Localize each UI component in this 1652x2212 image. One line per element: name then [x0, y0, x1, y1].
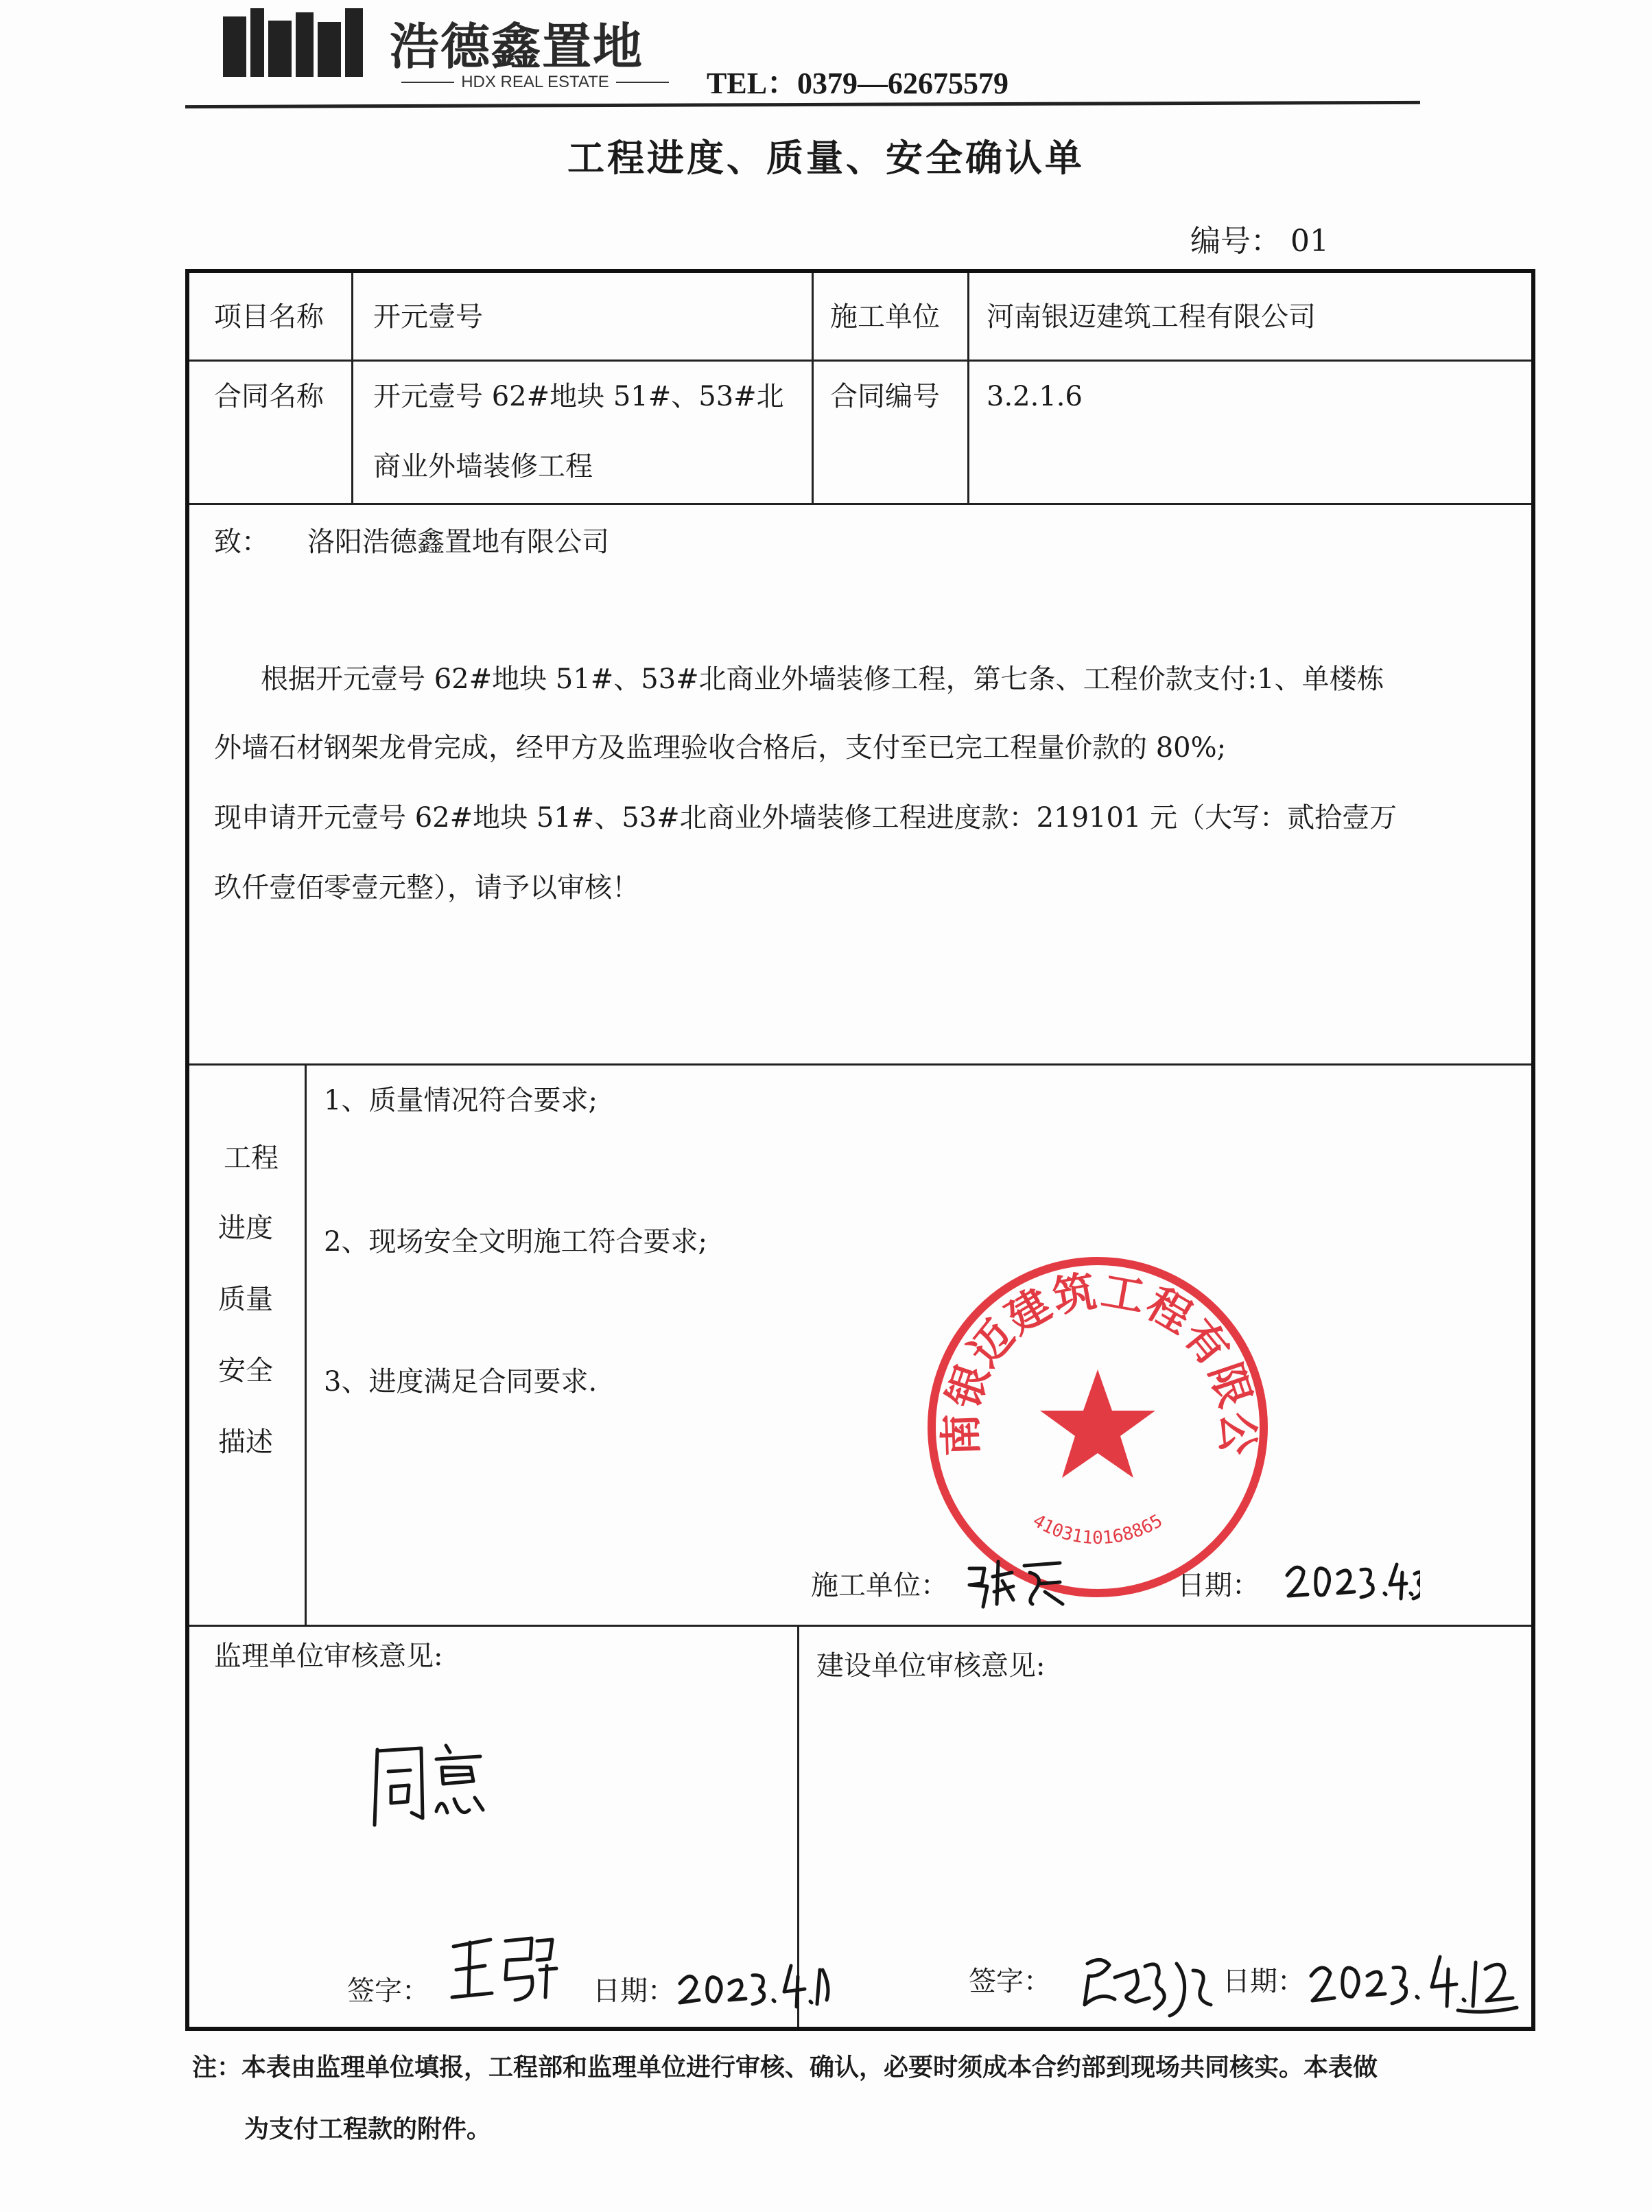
supervisor-date-label: 日期：	[593, 1975, 675, 2007]
company-logo-text: 浩德鑫置地	[390, 18, 644, 75]
supervisor-date-handwritten	[676, 1959, 834, 2014]
owner-opinion-label: 建设单位审核意见:	[816, 1650, 1046, 1682]
constructor-date-label: 日期：	[1177, 1570, 1260, 1601]
footnote-line1: 注：本表由监理单位填报，工程部和监理单位进行审核、确认，必要时须成本合约部到现场共同核实。本表做	[192, 2053, 1378, 2082]
constructor-value: 河南银迈建筑工程有限公司	[987, 301, 1316, 333]
supervisor-opinion-handwritten	[370, 1736, 494, 1832]
owner-sign-label: 签字：	[969, 1966, 1051, 1997]
telephone: TEL：0379—62675579	[707, 67, 1009, 100]
description-item: 3、进度满足合同要求.	[324, 1366, 598, 1398]
contract-name-line1: 开元壹号 62#地块 51#、53#北	[373, 381, 784, 412]
side-label: 工程	[224, 1142, 279, 1174]
description-item: 2、现场安全文明施工符合要求;	[324, 1226, 707, 1258]
document-title: 工程进度、质量、安全确认单	[567, 136, 1085, 180]
company-logo-en: HDX REAL ESTATE	[461, 73, 609, 91]
side-label: 进度	[218, 1212, 273, 1244]
row-divider	[189, 360, 1531, 362]
row-divider	[189, 1625, 1531, 1627]
addressee: 洛阳浩德鑫置地有限公司	[307, 526, 609, 558]
row-divider	[189, 1063, 1531, 1066]
col-divider	[305, 1063, 307, 1625]
supervisor-sign-label: 签字：	[347, 1975, 429, 2007]
side-label: 质量	[218, 1284, 273, 1315]
letter-line: 根据开元壹号 62#地块 51#、53#北商业外墙装修工程，第七条、工程价款支付:1、单楼栋	[261, 663, 1384, 695]
project-name-value: 开元壹号	[373, 301, 483, 333]
contract-name-line2: 商业外墙装修工程	[373, 451, 593, 482]
description-item: 1、质量情况符合要求;	[324, 1085, 598, 1116]
contract-name-label: 合同名称	[214, 381, 324, 412]
doc-no-label: 编号：	[1190, 224, 1281, 259]
project-name-label: 项目名称	[214, 301, 324, 333]
contract-no-value: 3.2.1.6	[987, 381, 1083, 412]
constructor-label: 施工单位	[830, 301, 940, 333]
seal-code: 4103110168865	[1029, 1510, 1166, 1549]
constructor-signature	[964, 1556, 1067, 1611]
addressee-label: 致：	[214, 526, 269, 558]
svg-text:4103110168865	[1029, 1511, 1166, 1549]
side-label: 安全	[218, 1355, 273, 1387]
supervisor-signature	[449, 1931, 559, 2007]
document-number	[1190, 216, 1329, 260]
owner-date-handwritten	[1307, 1949, 1526, 2017]
constructor-date-handwritten	[1283, 1557, 1420, 1605]
owner-signature	[1074, 1950, 1218, 2019]
col-divider	[812, 273, 814, 503]
letter-line: 玖仟壹佰零壹元整），请予以审核！	[214, 872, 639, 904]
footnote-line2: 为支付工程款的附件。	[244, 2115, 492, 2143]
company-seal	[919, 1249, 1276, 1605]
company-logo-icon	[223, 8, 370, 77]
letter-line: 现申请开元壹号 62#地块 51#、53#北商业外墙装修工程进度款：219101 元（大写：贰拾壹万	[214, 802, 1397, 834]
letter-line: 外墙石材钢架龙骨完成，经甲方及监理验收合格后，支付至已完工程量价款的 80%;	[214, 732, 1227, 764]
doc-no-value: 01	[1290, 224, 1329, 259]
contract-no-label: 合同编号	[830, 381, 940, 412]
owner-date-label: 日期：	[1223, 1966, 1305, 1997]
constructor-sign-label: 施工单位：	[811, 1570, 948, 1601]
seal-text: 南银迈建筑工程有限公	[935, 1265, 1264, 1457]
col-divider	[967, 273, 969, 503]
company-logo-subtitle	[401, 69, 669, 96]
col-divider	[351, 273, 353, 503]
row-divider	[189, 503, 1531, 505]
side-label: 描述	[218, 1426, 273, 1458]
supervisor-opinion-label: 监理单位审核意见:	[214, 1640, 443, 1672]
